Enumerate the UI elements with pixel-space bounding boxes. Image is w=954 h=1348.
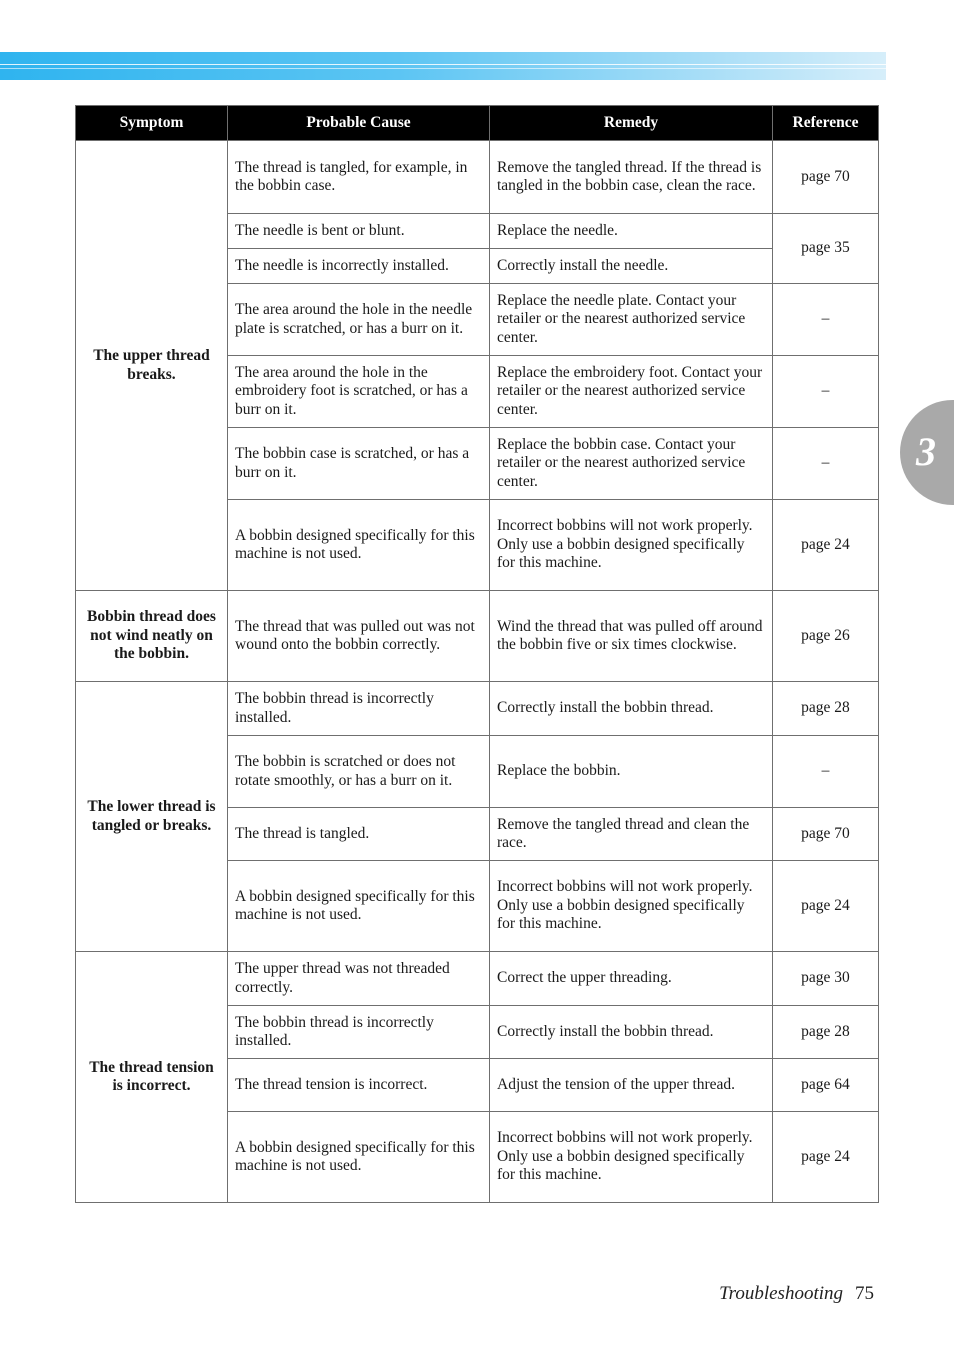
header-reference: Reference — [773, 106, 879, 141]
remedy-cell: Replace the needle. — [490, 214, 773, 249]
symptom-cell: The lower thread is tangled or breaks. — [76, 682, 228, 952]
remedy-cell: Replace the bobbin case. Contact your retailer or the nearest authorized service center. — [490, 428, 773, 500]
cause-cell: A bobbin designed specifically for this machine is not used. — [228, 500, 490, 591]
header-probable-cause: Probable Cause — [228, 106, 490, 141]
cause-cell: The upper thread was not threaded correctly. — [228, 952, 490, 1006]
cause-cell: The bobbin thread is incorrectly installed. — [228, 1006, 490, 1059]
reference-cell: page 28 — [773, 682, 879, 736]
remedy-cell: Incorrect bobbins will not work properly. Only use a bobbin designed specifically for this machine. — [490, 1112, 773, 1203]
cause-cell: The thread is tangled. — [228, 808, 490, 861]
remedy-cell: Adjust the tension of the upper thread. — [490, 1059, 773, 1112]
symptom-cell: Bobbin thread does not wind neatly on the bobbin. — [76, 591, 228, 682]
reference-cell: page 26 — [773, 591, 879, 682]
header-remedy: Remedy — [490, 106, 773, 141]
remedy-cell: Remove the tangled thread and clean the race. — [490, 808, 773, 861]
reference-cell: – — [773, 356, 879, 428]
remedy-cell: Correctly install the bobbin thread. — [490, 682, 773, 736]
cause-cell: The bobbin thread is incorrectly installed. — [228, 682, 490, 736]
troubleshooting-table — [75, 105, 879, 1203]
reference-cell: page 24 — [773, 861, 879, 952]
table-row — [76, 591, 879, 682]
reference-cell: – — [773, 736, 879, 808]
reference-cell: page 28 — [773, 1006, 879, 1059]
header-band — [0, 52, 886, 80]
cause-cell: The thread tension is incorrect. — [228, 1059, 490, 1112]
cause-cell: A bobbin designed specifically for this machine is not used. — [228, 861, 490, 952]
cause-cell: The thread is tangled, for example, in the bobbin case. — [228, 141, 490, 214]
cause-cell: The bobbin case is scratched, or has a burr on it. — [228, 428, 490, 500]
cause-cell: The needle is incorrectly installed. — [228, 249, 490, 284]
reference-cell: page 30 — [773, 952, 879, 1006]
reference-cell: – — [773, 428, 879, 500]
remedy-cell: Incorrect bobbins will not work properly. Only use a bobbin designed specifically for this machine. — [490, 861, 773, 952]
table-row — [76, 682, 879, 736]
reference-cell: page 64 — [773, 1059, 879, 1112]
cause-cell: The area around the hole in the embroidery foot is scratched, or has a burr on it. — [228, 356, 490, 428]
remedy-cell: Wind the thread that was pulled off around the bobbin five or six times clockwise. — [490, 591, 773, 682]
reference-cell: page 24 — [773, 1112, 879, 1203]
reference-cell: page 24 — [773, 500, 879, 591]
chapter-number: 3 — [916, 429, 936, 474]
table-header-row — [76, 106, 879, 141]
remedy-cell: Correctly install the bobbin thread. — [490, 1006, 773, 1059]
remedy-cell: Correctly install the needle. — [490, 249, 773, 284]
remedy-cell: Replace the embroidery foot. Contact your retailer or the nearest authorized service center. — [490, 356, 773, 428]
header-band-line — [0, 68, 886, 69]
reference-cell: – — [773, 284, 879, 356]
cause-cell: The area around the hole in the needle plate is scratched, or has a burr on it. — [228, 284, 490, 356]
cause-cell: The thread that was pulled out was not wound onto the bobbin correctly. — [228, 591, 490, 682]
cause-cell: A bobbin designed specifically for this machine is not used. — [228, 1112, 490, 1203]
cause-cell: The needle is bent or blunt. — [228, 214, 490, 249]
chapter-tab — [900, 400, 954, 505]
table-row — [76, 141, 879, 214]
page-footer — [719, 1283, 874, 1305]
cause-cell: The bobbin is scratched or does not rotate smoothly, or has a burr on it. — [228, 736, 490, 808]
header-band-line — [0, 64, 886, 65]
remedy-cell: Correct the upper threading. — [490, 952, 773, 1006]
reference-cell: page 70 — [773, 808, 879, 861]
remedy-cell: Replace the needle plate. Contact your retailer or the nearest authorized service center. — [490, 284, 773, 356]
remedy-cell: Incorrect bobbins will not work properly. Only use a bobbin designed specifically for this machine. — [490, 500, 773, 591]
header-symptom: Symptom — [76, 106, 228, 141]
remedy-cell: Replace the bobbin. — [490, 736, 773, 808]
footer-section-title: Troubleshooting — [719, 1283, 843, 1304]
reference-cell: page 35 — [773, 214, 879, 284]
symptom-cell: The thread tension is incorrect. — [76, 952, 228, 1203]
table-row — [76, 952, 879, 1006]
remedy-cell: Remove the tangled thread. If the thread is tangled in the bobbin case, clean the race. — [490, 141, 773, 214]
reference-cell: page 70 — [773, 141, 879, 214]
symptom-cell: The upper thread breaks. — [76, 141, 228, 591]
page-number: 75 — [855, 1283, 874, 1304]
